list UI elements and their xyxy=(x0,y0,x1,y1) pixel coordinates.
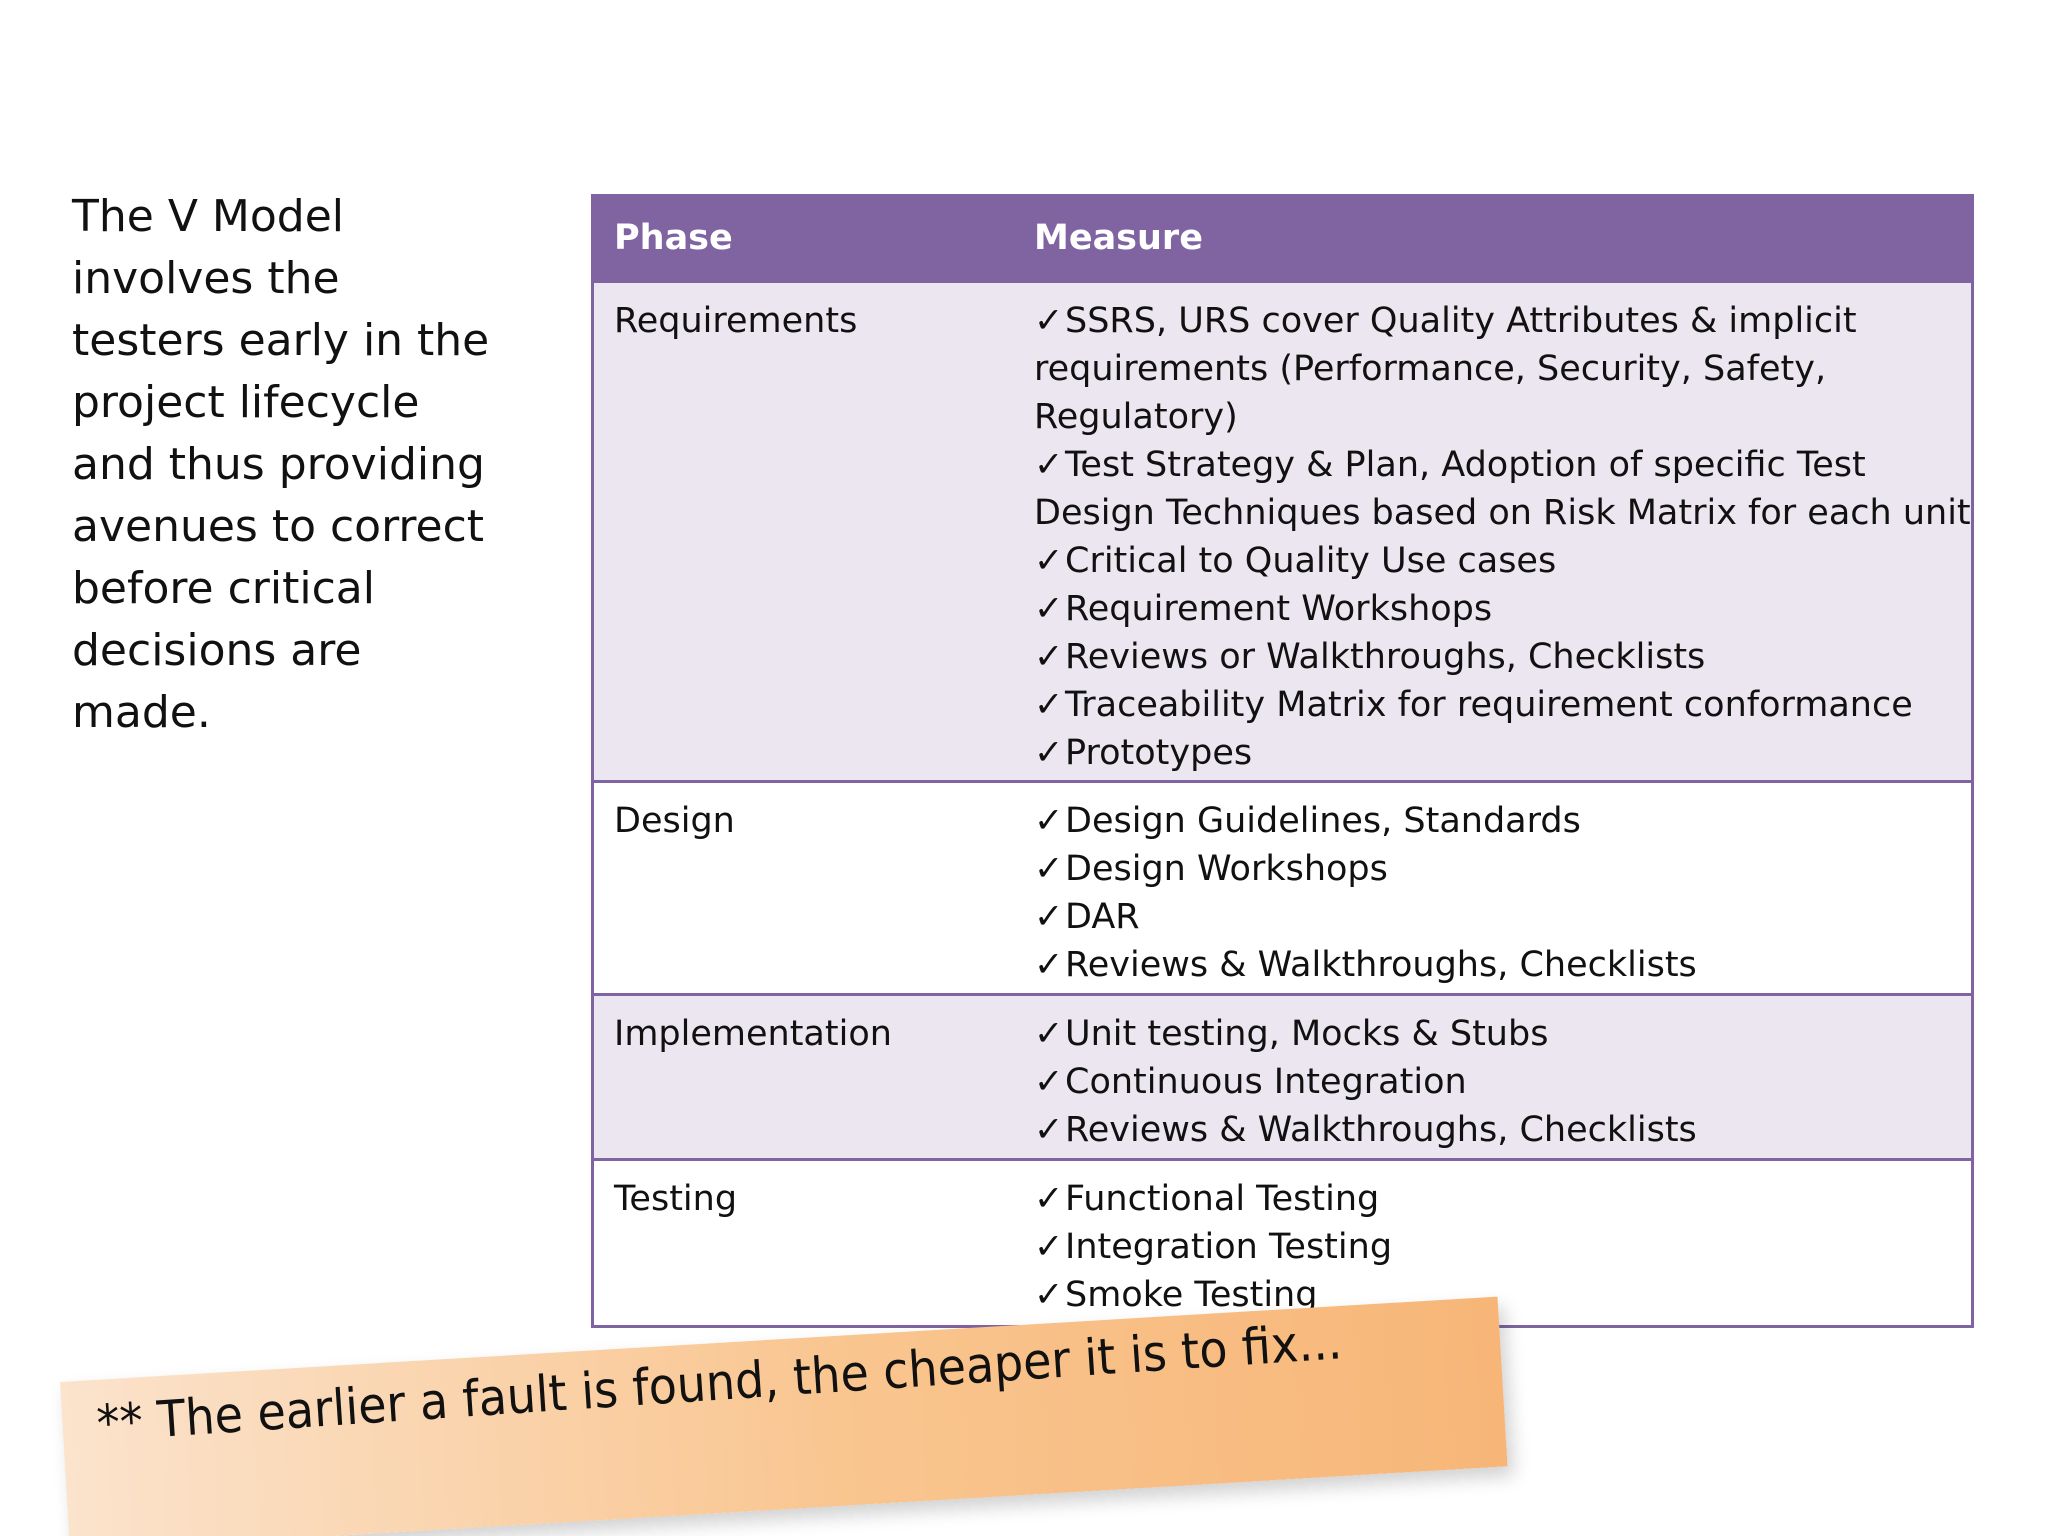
measure-cell xyxy=(1014,781,1971,994)
measure-item xyxy=(1034,941,1971,989)
checkmark-icon: ✓ xyxy=(1034,732,1064,773)
measure-item xyxy=(1034,537,1971,585)
measure-item xyxy=(1034,297,1971,441)
measure-text: Reviews & Walkthroughs, Checklists xyxy=(1065,944,1697,985)
checkmark-icon: ✓ xyxy=(1034,800,1064,841)
measure-text: Smoke Testing xyxy=(1065,1274,1318,1315)
checkmark-icon: ✓ xyxy=(1034,588,1064,629)
measure-cell xyxy=(1014,994,1971,1159)
table-row-testing xyxy=(594,1159,1971,1327)
measure-item xyxy=(1034,1223,1971,1271)
checkmark-icon: ✓ xyxy=(1034,444,1064,485)
checkmark-icon: ✓ xyxy=(1034,848,1064,889)
measure-text: Design Guidelines, Standards xyxy=(1065,800,1581,841)
table-row-requirements xyxy=(594,281,1971,781)
table-row-design xyxy=(594,781,1971,994)
checkmark-icon: ✓ xyxy=(1034,1226,1064,1267)
measure-text: Unit testing, Mocks & Stubs xyxy=(1065,1013,1549,1054)
checkmark-icon: ✓ xyxy=(1034,1013,1064,1054)
measure-text: Prototypes xyxy=(1065,732,1253,773)
measure-cell xyxy=(1014,281,1971,781)
measure-text: Continuous Integration xyxy=(1065,1061,1467,1102)
table-header-row xyxy=(594,197,1971,281)
measure-item xyxy=(1034,1106,1971,1154)
measure-text: DAR xyxy=(1065,896,1140,937)
checkmark-icon: ✓ xyxy=(1034,1109,1064,1150)
checkmark-icon: ✓ xyxy=(1034,540,1064,581)
table-row-implementation xyxy=(594,994,1971,1159)
measure-text: Critical to Quality Use cases xyxy=(1065,540,1557,581)
measure-text: Traceability Matrix for requirement conformance xyxy=(1065,684,1913,725)
checkmark-icon: ✓ xyxy=(1034,896,1064,937)
measure-item xyxy=(1034,893,1971,941)
measure-text: Functional Testing xyxy=(1065,1178,1380,1219)
measure-item xyxy=(1034,729,1971,777)
measure-text: Design Workshops xyxy=(1065,848,1388,889)
measure-text: Integration Testing xyxy=(1065,1226,1393,1267)
checkmark-icon: ✓ xyxy=(1034,1274,1064,1315)
phase-cell: Design xyxy=(614,800,735,841)
measure-item xyxy=(1034,1271,1971,1319)
measure-text: Test Strategy & Plan, Adoption of specific Test Design Techniques based on Risk Matrix for each unit xyxy=(1034,444,1971,533)
header-phase: Phase xyxy=(614,218,733,259)
measure-text: Reviews or Walkthroughs, Checklists xyxy=(1065,636,1706,677)
header-measure: Measure xyxy=(1034,218,1203,259)
checkmark-icon: ✓ xyxy=(1034,300,1064,341)
checkmark-icon: ✓ xyxy=(1034,1061,1064,1102)
measure-text: SSRS, URS cover Quality Attributes & implicit requirements (Performance, Security, Safety, Regulatory) xyxy=(1034,300,1857,437)
checkmark-icon: ✓ xyxy=(1034,636,1064,677)
measure-item xyxy=(1034,585,1971,633)
footnote-text: ** The earlier a fault is found, the cheaper it is to fix... xyxy=(95,1312,1344,1453)
measure-text: Requirement Workshops xyxy=(1065,588,1493,629)
checkmark-icon: ✓ xyxy=(1034,1178,1064,1219)
measure-item xyxy=(1034,1010,1971,1058)
intro-paragraph: The V Model involves the testers early in the project lifecycle and thus providing avenues to correct before critical decisions are made. xyxy=(72,191,490,738)
measure-item xyxy=(1034,681,1971,729)
phase-measure-table xyxy=(591,194,1974,1328)
measure-item xyxy=(1034,1175,1971,1223)
measure-item xyxy=(1034,1058,1971,1106)
phase-cell: Implementation xyxy=(614,1013,892,1054)
checkmark-icon: ✓ xyxy=(1034,684,1064,725)
measure-text: Reviews & Walkthroughs, Checklists xyxy=(1065,1109,1697,1150)
checkmark-icon: ✓ xyxy=(1034,944,1064,985)
measure-item xyxy=(1034,633,1971,681)
phase-cell: Testing xyxy=(614,1178,738,1219)
phase-cell: Requirements xyxy=(614,300,858,341)
measure-item xyxy=(1034,797,1971,845)
measure-item xyxy=(1034,441,1971,537)
measure-item xyxy=(1034,845,1971,893)
